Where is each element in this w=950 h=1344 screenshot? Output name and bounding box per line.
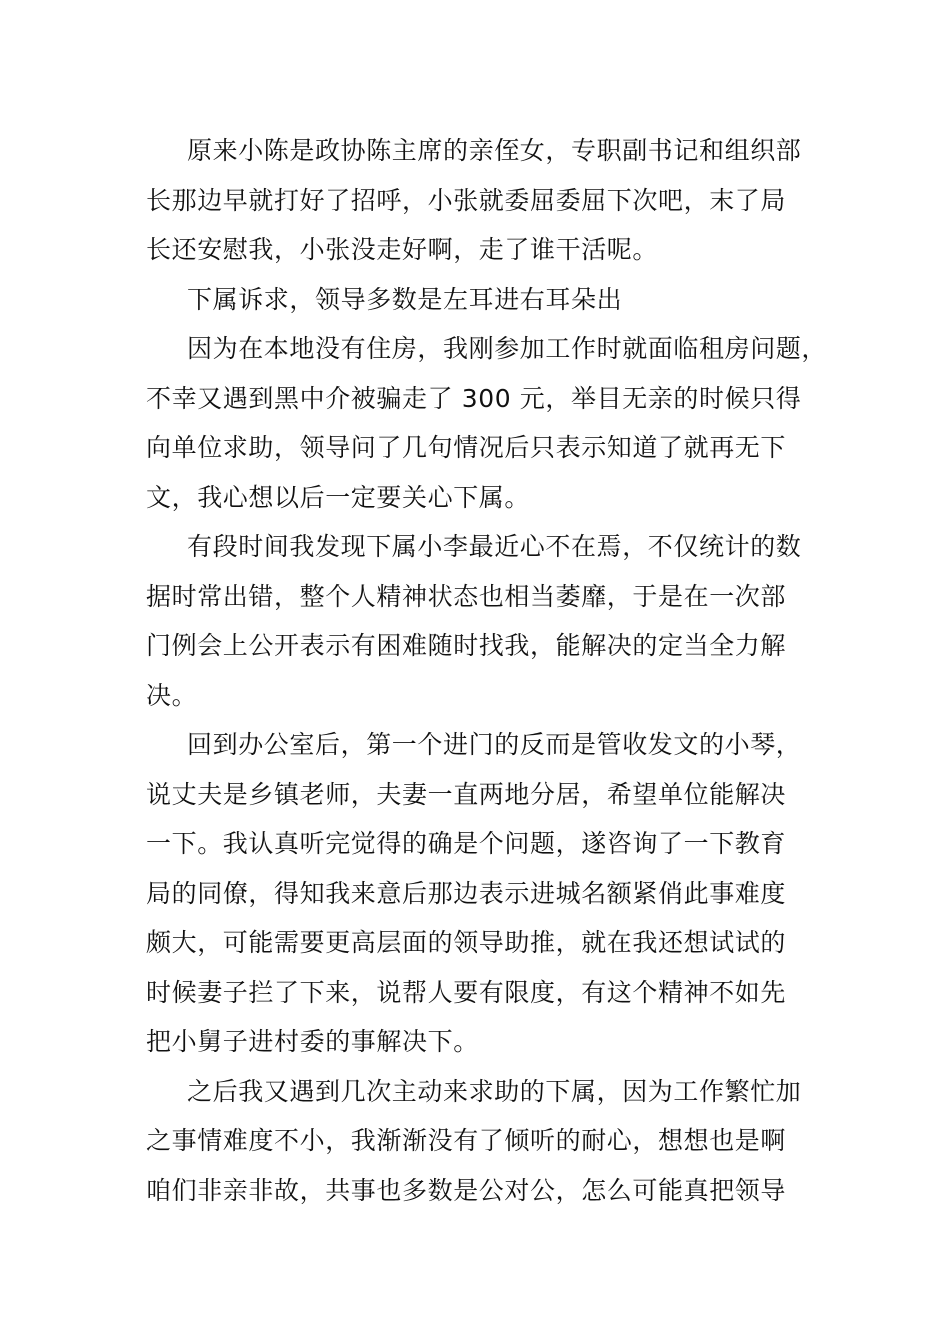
section-heading: 下属诉求，领导多数是左耳进右耳朵出 [187, 284, 623, 314]
paragraph-line: 时候妻子拦了下来，说帮人要有限度，有这个精神不如先 [146, 977, 787, 1007]
paragraph-line: 有段时间我发现下属小李最近心不在焉，不仅统计的数 [187, 532, 802, 561]
paragraph-line: 原来小陈是政协陈主席的亲侄女，专职副书记和组织部 [187, 136, 802, 165]
paragraph-line: 说丈夫是乡镇老师，夫妻一直两地分居，希望单位能解决 [146, 779, 787, 809]
paragraph-line: 一下。我认真听完觉得的确是个问题，遂咨询了一下教育 [146, 829, 787, 858]
paragraph-line: 据时常出错，整个人精神状态也相当萎靡，于是在一次部 [146, 581, 787, 611]
paragraph-line: 咱们非亲非故，共事也多数是公对公，怎么可能真把领导 [146, 1175, 787, 1205]
paragraph-line: 因为在本地没有住房，我刚参加工作时就面临租房问题， [187, 334, 828, 363]
paragraph-line: 长还安慰我，小张没走好啊，走了谁干活呢。 [146, 235, 659, 264]
paragraph-line: 文，我心想以后一定要关心下属。 [146, 482, 531, 512]
paragraph-line: 门例会上公开表示有困难随时找我，能解决的定当全力解 [146, 631, 787, 660]
paragraph-line: 不幸又遇到黑中介被骗走了 300 元，举目无亲的时候只得 [146, 383, 802, 413]
paragraph-line: 决。 [146, 680, 198, 710]
paragraph-line: 长那边早就打好了招呼，小张就委屈委屈下次吧，末了局 [146, 185, 787, 215]
paragraph-line: 把小舅子进村委的事解决下。 [146, 1027, 479, 1056]
document-body [146, 126, 828, 1215]
paragraph-line: 回到办公室后，第一个进门的反而是管收发文的小琴， [187, 730, 802, 759]
paragraph-line: 之事情难度不小，我渐渐没有了倾听的耐心，想想也是啊 [146, 1126, 787, 1155]
paragraph-line: 颇大，可能需要更高层面的领导助推，就在我还想试试的 [146, 928, 787, 957]
paragraph-line: 之后我又遇到几次主动来求助的下属，因为工作繁忙加 [187, 1076, 802, 1106]
paragraph-line: 向单位求助，领导问了几句情况后只表示知道了就再无下 [146, 433, 787, 462]
paragraph-line: 局的同僚，得知我来意后那边表示进城名额紧俏此事难度 [146, 878, 787, 908]
